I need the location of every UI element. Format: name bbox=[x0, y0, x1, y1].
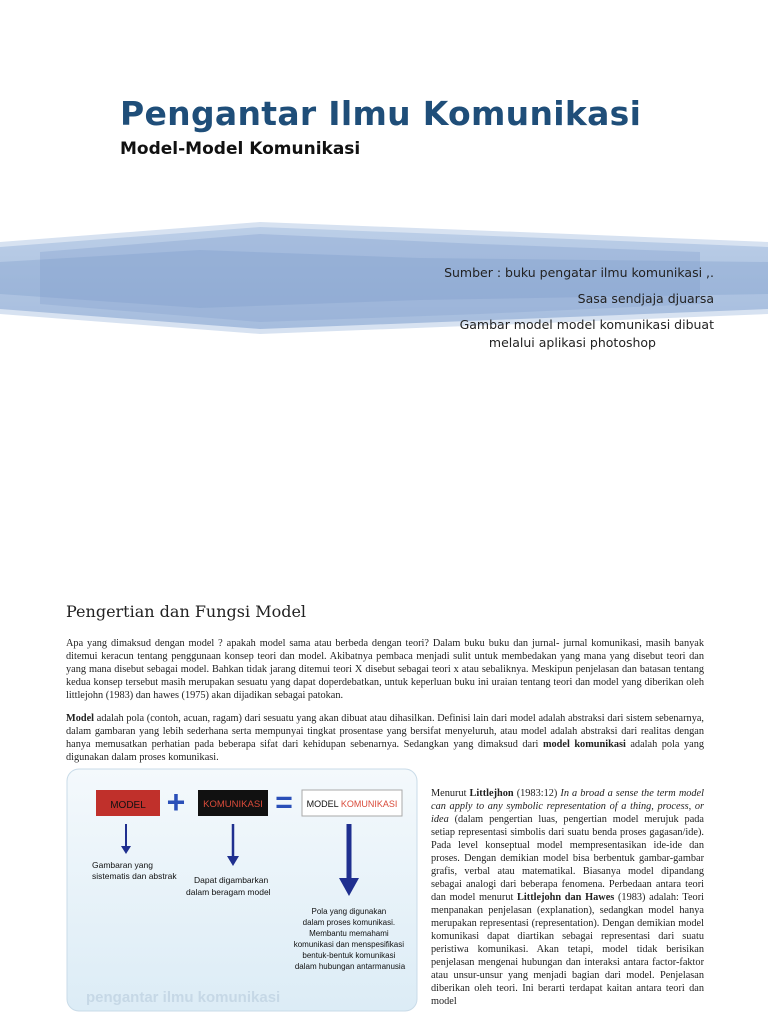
model-komunikasi-figure bbox=[66, 768, 418, 1012]
page-subtitle: Model-Model Komunikasi bbox=[120, 139, 361, 159]
model-box-label: MODEL bbox=[110, 800, 146, 811]
paragraph-littlejohn bbox=[431, 787, 704, 1008]
paragraph-text: Menurut bbox=[431, 788, 470, 799]
paragraph-text: (dalam pengertian luas, pengertian model merujuk pada setiap representasi simbolis dari suatu benda proses gagasan/ide). Pada level konseptual model mempresentasikan ide-ide dan proses. Dengan demikian model bisa berbentuk gambar-gambar grafis, verbal atau matematikal. Biasanya model dipandang sebagai analogi dari beberapa fenomena. Perbedaan antara teori dan model menurut bbox=[431, 814, 704, 903]
caption-middle: Dapat digambarkan dalam beragam model bbox=[186, 875, 271, 897]
paragraph-intro: Apa yang dimaksud dengan model ? apakah model sama atau berbeda dengan teori? Dalam buku buku dan jurnal- jurnal komunikasi, masih banyak ditemui keracun tentang penggunaan konsep teori dan model. Akibatnya pembaca menjadi sulit untuk membedakan yang mana yang disebut teori dan yang mana disebut sebagai model. Bahkan tidak jarang ditemui teori X disebut sebagai teori x atau sebaliknya. Meskipun penjelasan dan batasan tentang kedua konsep tersebut masih merupakan sesuatu yang dapat doperdebatkan, untuk keperluan buku ini uraian tentang teori dan model yang diberikan oleh littlejohn (1983) dan hawes (1975) akan dijadikan sebagai patokan. bbox=[66, 638, 704, 701]
author-line: Sasa sendjaja djuarsa bbox=[577, 291, 714, 306]
caption-right: Pola yang digunakan dalam proses komunikasi. Membantu memahami komunikasi dan menspesifikasi bentuk-bentuk komunikasi dalam hubungan antarmanusia bbox=[293, 907, 406, 971]
page-title: Pengantar Ilmu Komunikasi bbox=[120, 94, 642, 133]
paragraph-model-definition bbox=[66, 712, 704, 764]
bold-term: Model bbox=[66, 713, 95, 724]
paragraph-text: (1983:12) bbox=[513, 788, 561, 799]
bold-term: Littlejohn dan Hawes bbox=[517, 892, 615, 903]
note-line-2: melalui aplikasi photoshop bbox=[488, 335, 656, 350]
figure-watermark: pengantar ilmu komunikasi bbox=[86, 989, 281, 1006]
italic-quote: In a broad a sense the term model can apply to any symbolic representation of a thing, process, or idea bbox=[431, 788, 704, 825]
bold-term: model komunikasi bbox=[542, 739, 626, 750]
equals-icon: = bbox=[275, 786, 293, 819]
section-heading: Pengertian dan Fungsi Model bbox=[66, 602, 307, 621]
note-line: Gambar model model komunikasi dibuat bbox=[459, 317, 714, 332]
source-block bbox=[294, 264, 714, 360]
source-line: Sumber : buku pengatar ilmu komunikasi ,. bbox=[444, 265, 714, 280]
paragraph-text: adalah pola (contoh, acuan, ragam) dari sesuatu yang akan dibuat atau dihasilkan. Definisi lain dari model adalah abstraksi dari sistem sebenarnya, dalam gambaran yang lebih sederhana serta mempunyai tingkat prosentase yang bersifat menyeluruh, atau model adalah abstraksi dari realitas dengan hanya memusatkan perhatian pada beberapa sifat dari kehidupan sebenarnya. Sedangkan yang dimaksud dari bbox=[66, 713, 704, 750]
paragraph-text: (1983) adalah: Teori menpanakan penjelasan (explanation), sedangkan model hanya merupakan representasi (representation). Dengan demikian model komunikasi dapat diartikan sebagai representasi dari suatu peristiwa komunikasi. Akan tetapi, model tidak berisikan penjelasan mengenai hubungan dan interaksi antara factor-faktor atau unsur-unsur yang menjadi bagian dari model. Penjelasan diberikan oleh teori. Ini berarti terdapat kaitan antara teori dan model bbox=[431, 892, 704, 1007]
plus-icon: + bbox=[166, 784, 186, 820]
komunikasi-box-label: KOMUNIKASI bbox=[203, 799, 263, 810]
bold-term: Littlejhon bbox=[469, 788, 514, 799]
model-komunikasi-box-label: MODEL KOMUNIKASI bbox=[306, 799, 398, 809]
paragraph-text: adalah pola yang digunakan dalam proses komunikasi. bbox=[66, 739, 704, 763]
caption-left: Gambaran yang sistematis dan abstrak bbox=[92, 860, 177, 881]
